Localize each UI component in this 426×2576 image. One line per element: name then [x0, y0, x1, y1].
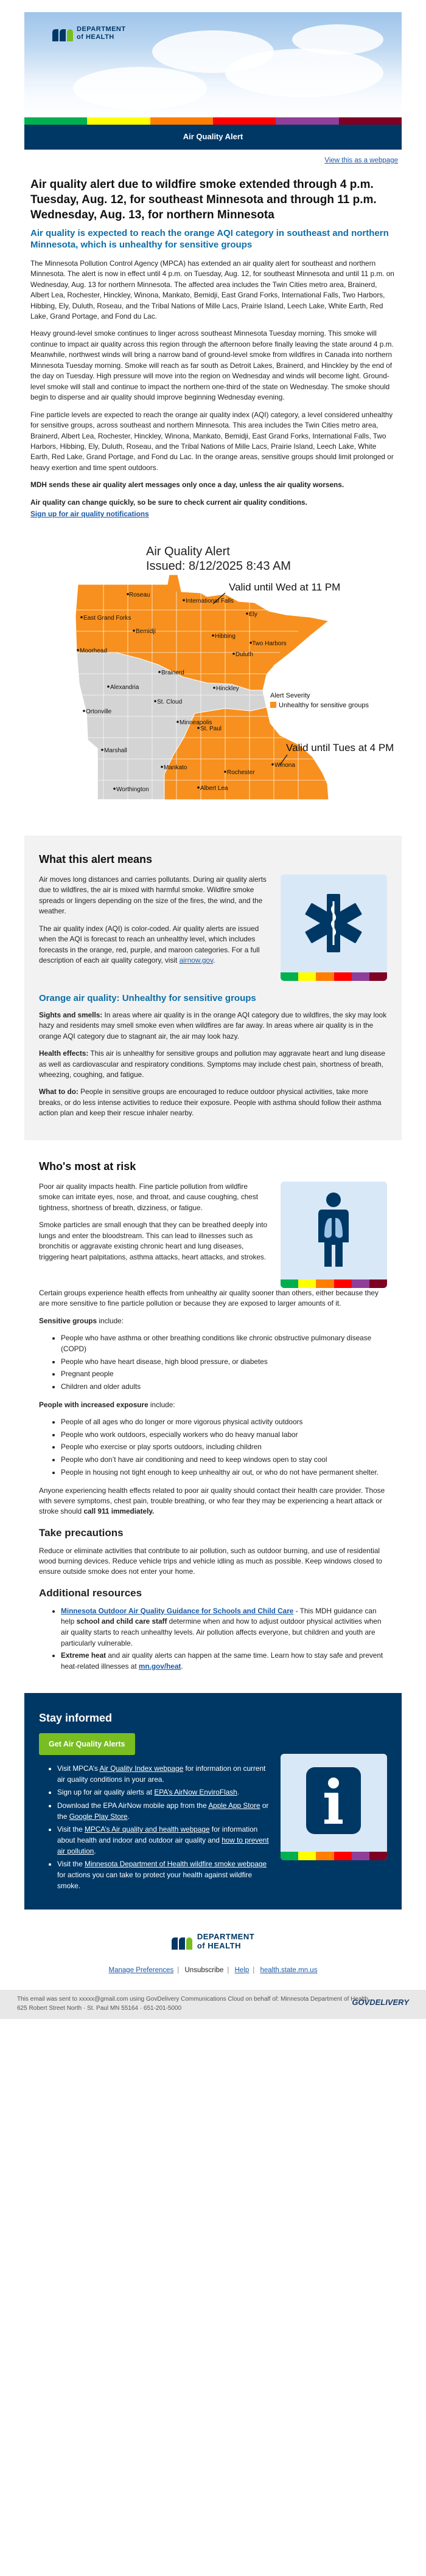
aqi-stripe-segment: [213, 117, 276, 125]
city-label: St. Cloud: [157, 698, 183, 705]
precautions-heading: Take precautions: [39, 1526, 124, 1539]
medical-star-card: [281, 874, 387, 981]
list-item: • Sign up for air quality alerts at EPA’s AirNow EnviroFlash.: [57, 1787, 270, 1798]
list-item: • People who don’t have air conditioning and need to keep windows open to stay cool: [61, 1455, 387, 1466]
enviroflash-link[interactable]: EPA’s AirNow EnviroFlash: [154, 1788, 237, 1797]
signup-link[interactable]: Sign up for air quality notifications: [30, 510, 149, 519]
city-label: St. Paul: [200, 725, 222, 732]
city-label: Hinckley: [216, 685, 239, 692]
risk-heading: Who's most at risk: [39, 1160, 136, 1172]
logo-line-2: of HEALTH: [77, 33, 114, 41]
alert-subtitle: Air quality is expected to reach the orange AQI category in southeast and northern Minnesota, which is unhealthy for sensitive groups: [30, 227, 389, 251]
wildfire-smoke-link[interactable]: Minnesota Department of Health wildfire smoke webpage: [85, 1860, 267, 1869]
aqi-card-stripe: [281, 1279, 387, 1288]
sensitive-groups-list: [61, 1333, 387, 1392]
alert-paragraph-5: Air quality can change quickly, so be sure to check current air quality conditions.: [30, 497, 307, 507]
aqi-card-stripe: [281, 972, 387, 981]
city-label: East Grand Forks: [83, 614, 131, 621]
resources-list: [61, 1606, 387, 1672]
health-site-link[interactable]: health.state.mn.us: [260, 1966, 318, 1974]
exposure-list: [61, 1417, 387, 1478]
footer-logo[interactable]: [172, 1933, 254, 1951]
city-label: Two Harbors: [252, 640, 287, 647]
city-label: Ortonville: [86, 708, 112, 715]
city-label: Winona: [274, 761, 295, 769]
city-label: Mankato: [164, 764, 187, 771]
sensitive-groups-label: Sensitive groups include:: [39, 1316, 124, 1325]
list-item: • People in housing not tight enough to keep unhealthy air out, or who do not have permanent shelter.: [61, 1467, 387, 1478]
sent-to-text: This email was sent to xxxxx@gmail.com using GovDelivery Communications Cloud on behalf of: Minnesota Department of Health: [17, 1996, 369, 2003]
heat-link[interactable]: mn.gov/heat: [138, 1661, 181, 1671]
mn-logo-icon: [52, 26, 73, 41]
list-item: • Visit the MPCA’s Air quality and health webpage for information about health and indoor and outdoor air quality and how to prevent air pollution.: [57, 1824, 270, 1857]
precautions-paragraph: Reduce or eliminate activities that contribute to air pollution, such as outdoor burning, and use of residential wood burning devices. Reduce vehicle trips and vehicle idling as much as possible. Keep windows closed to ensure outside smoke does not enter your home.: [39, 1546, 382, 1576]
list-item: • People who work outdoors, especially workers who do heavy manual labor: [61, 1430, 387, 1441]
map-title: Air Quality Alert: [146, 544, 230, 558]
city-label: International Falls: [186, 597, 234, 604]
list-item: • People who have asthma or other breathing conditions like chronic obstructive pulmonary disease (COPD): [61, 1333, 387, 1354]
list-item: • Pregnant people: [61, 1369, 387, 1380]
footer-links: Manage Preferences | Unsubscribe | Help | health.state.mn.us: [108, 1966, 318, 1974]
list-item: • Download the EPA AirNow mobile app from the Apple App Store or the Google Play Store.: [57, 1801, 270, 1822]
resources-heading: Additional resources: [39, 1587, 142, 1599]
stay-informed-list: [57, 1764, 270, 1892]
legend-swatch: [270, 702, 276, 708]
what-means-paragraph-2: The air quality index (AQI) is color-coded. Air quality alerts are issued when the AQI is forecast to reach an unhealthy level, which includes forecasts in the orange, red, purple, and maroon categories. For a full description of each air quality category, visit airnow.gov.: [39, 924, 260, 965]
footer: [24, 1909, 402, 1990]
risk-paragraph-2: Smoke particles are small enough that they can be breathed deeply into lungs and enter the bloodstream. This can lead to illnesses such as bronchitis or aggravate existing chronic heart and lung diseases, triggering heart palpitations, asthma attacks, heart attacks, and strokes.: [39, 1220, 268, 1261]
star-of-life-icon: [281, 874, 387, 972]
alert-paragraph-1: The Minnesota Pollution Control Agency (MPCA) has extended an air quality alert for southeast and northern Minnesota. The alert is now in effect until 4 p.m. on Tuesday, Aug. 12, for southeast Minnesota and until 11 p.m. on Wednesday, Aug. 13 for northern Minnesota. The affected area includes the Twin Cities metro area, Brainerd, Albert Lea, Rochester, Hinckley, Winona, Mankato, Bemidji, East Grand Forks, International Falls, Two Harbors, Hibbing, Ely, Duluth, Roseau, and the Tribal Nations of Mille Lacs, Prairie Island, Leech Lake, White Earth, Red Lake, Grand Portage, and Fond du Lac.: [30, 258, 394, 321]
list-item: • Minnesota Outdoor Air Quality Guidance for Schools and Child Care - This MDH guidance can help school and child care staff determine when and how to adjust outdoor physical activities when air quality starts to reach unhealthy levels. Air pollution affects everyone, but children and youth are particularly vulnerable.: [61, 1606, 387, 1649]
airnow-link[interactable]: airnow.gov: [179, 956, 214, 965]
govdelivery-logo[interactable]: GOVDELIVERY: [352, 1998, 409, 2007]
aqi-stripe-segment: [87, 117, 150, 125]
city-label: Roseau: [129, 591, 150, 598]
alert-title: Air quality alert due to wildfire smoke extended through 4 p.m. Tuesday, Aug. 12, for southeast Minnesota and through 11 p.m. Wednesday, Aug. 13, for northern Minnesota: [30, 178, 377, 221]
city-label: Ely: [249, 611, 257, 618]
list-item: • Extreme heat and air quality alerts can happen at the same time. Learn how to stay safe and prevent heat-related illnesses at mn.gov/heat.: [61, 1650, 387, 1672]
info-card: [281, 1754, 387, 1860]
aqi-stripe-segment: [276, 117, 338, 125]
prevent-pollution-link[interactable]: how to prevent air pollution: [57, 1836, 269, 1855]
mn-logo-icon: [172, 1934, 192, 1950]
map-issued: Issued: 8/12/2025 8:43 AM: [146, 559, 291, 573]
address-text: 625 Robert Street North · St. Paul MN 55164 · 651-201-5000: [17, 2004, 182, 2012]
city-label: Brainerd: [161, 669, 184, 676]
city-label: Moorhead: [80, 647, 108, 654]
todo-paragraph: What to do: People in sensitive groups are encouraged to reduce outdoor physical activities, take more breaks, or do less intense activities to reduce their exposure. People with asthma should follow their asthma action plan and keep their rescue inhaler nearby.: [39, 1087, 382, 1118]
logo-line-1: DEPARTMENT: [77, 26, 126, 33]
list-item: • Visit the Minnesota Department of Health wildfire smoke webpage for actions you can take to protect your health against wildfire smoke.: [57, 1859, 270, 1891]
get-alerts-button[interactable]: Get Air Quality Alerts: [39, 1733, 135, 1755]
footer-logo-line-1: DEPARTMENT: [197, 1932, 255, 1942]
city-label: Albert Lea: [200, 784, 228, 792]
list-item: • People who have heart disease, high blood pressure, or diabetes: [61, 1357, 387, 1368]
risk-section: [24, 1140, 402, 1686]
aqi-webpage-link[interactable]: Air Quality Index webpage: [99, 1764, 184, 1773]
valid-north-label: Valid until Wed at 11 PM: [229, 581, 341, 593]
view-webpage-link[interactable]: View this as a webpage: [324, 156, 398, 164]
risk-paragraph-1: Poor air quality impacts health. Fine particle pollution from wildfire smoke can irritate eyes, nose, and throat, and cause coughing, chest tightness, shortness of breath, dizziness, or fatigue.: [39, 1182, 259, 1212]
city-label: Alexandria: [110, 684, 139, 691]
orange-aqi-heading: Orange air quality: Unhealthy for sensitive groups: [39, 992, 256, 1003]
manage-preferences-link[interactable]: Manage Preferences: [108, 1966, 174, 1974]
alert-body: [24, 177, 402, 520]
alert-paragraph-3: Fine particle levels are expected to reach the orange air quality index (AQI) category, a level considered unhealthy for sensitive groups, across southeast and northern Minnesota. This area includes the Twin Cities metro area, Brainerd, Albert Lea, Rochester, Hinckley, Winona, Mankato, Bemidji, East Grand Forks, International Falls, Two Harbors, Hibbing, Ely, Duluth, Roseau, and the Tribal Nations of Mille Lacs, Prairie Island, Leech Lake, White Earth, Red Lake, Grand Portage, and Fond du Lac. In the orange areas, sensitive groups should limit prolonged or heavy exertion and time spent outdoors.: [30, 410, 394, 472]
risk-paragraph-3: Certain groups experience health effects from unhealthy air quality sooner than others, either because they are more sensitive to fine particle pollution or because they are exposed to larger amounts of it.: [39, 1288, 379, 1308]
city-label: Rochester: [227, 769, 255, 776]
legend-title: Alert Severity: [270, 691, 310, 699]
info-icon: [281, 1754, 387, 1852]
stay-informed-section: [24, 1693, 402, 1910]
city-label: Worthington: [116, 786, 149, 793]
city-label: Hibbing: [215, 632, 236, 640]
govdelivery-bar: [0, 1990, 426, 2019]
list-item: • Visit MPCA’s Air Quality Index webpage for information on current air quality conditions in your area.: [57, 1764, 270, 1785]
what-means-paragraph-1: Air moves long distances and carries pollutants. During air quality alerts due to wildfires, the air is mixed with harmful smoke. Wildfire smoke spreads or lingers depending on the size of the fires, the wind, and the weather.: [39, 874, 267, 916]
email-wrapper: [0, 12, 426, 2019]
unsubscribe-link[interactable]: Unsubscribe: [184, 1966, 224, 1974]
person-lungs-card: [281, 1182, 387, 1288]
mdh-logo[interactable]: [52, 26, 126, 41]
aqi-stripe-segment: [150, 117, 213, 125]
stay-informed-heading: Stay informed: [39, 1711, 113, 1724]
city-label: Bemidji: [136, 628, 156, 635]
google-play-link[interactable]: Google Play Store: [69, 1812, 128, 1821]
what-alert-means-section: [24, 836, 402, 1140]
footer-logo-line-2: of HEALTH: [197, 1941, 241, 1951]
list-item: • People who exercise or play sports outdoors, including children: [61, 1442, 387, 1453]
person-lungs-icon: [281, 1182, 387, 1279]
health-paragraph: Health effects: This air is unhealthy for sensitive groups and pollution may aggravate heart and lung disease as well as cardiovascular and respiratory conditions. Symptoms may include chest pain, shortness of breath, wheezing, coughing, and fatigue.: [39, 1049, 385, 1079]
valid-south-label: Valid until Tues at 4 PM: [286, 741, 394, 753]
apple-store-link[interactable]: Apple App Store: [208, 1801, 260, 1810]
mpca-health-link[interactable]: MPCA’s Air quality and health webpage: [85, 1825, 210, 1834]
schools-guidance-link[interactable]: Minnesota Outdoor Air Quality Guidance for Schools and Child Care: [61, 1606, 294, 1615]
alert-paragraph-2: Heavy ground-level smoke continues to linger across southeast Minnesota Tuesday morning. This smoke will continue to impact air quality across this region through the afternoon before finally leaving the state around 4 p.m. Meanwhile, northwest winds will bring a narrow band of ground-level smoke from wildfires in Canada into northern Minnesota Tuesday morning. Smoke will reach as far south as Detroit Lakes, Brainerd, and Hinckley by the end of the day on Tuesday. High pressure will move into the region on Wednesday and winds will become light. Ground-level smoke will stall and continue to impact the northern one-third of the state on Wednesday. The smoke should begin to disperse and air quality should improve beginning Wednesday evening.: [30, 329, 394, 402]
aqi-card-stripe: [281, 1852, 387, 1860]
alert-banner: Air Quality Alert: [24, 125, 402, 150]
city-label: Minneapolis: [180, 719, 212, 726]
aqi-stripe-segment: [339, 117, 402, 125]
risk-paragraph-4: Anyone experiencing health effects related to poor air quality should contact their health care provider. Those with severe symptoms, chest pain, trouble breathing, or who fear they may be experiencing a heart attack or stroke should call 911 immediately.: [39, 1486, 385, 1516]
city-label: Duluth: [236, 651, 253, 658]
alert-paragraph-4: MDH sends these air quality alert messages only once a day, unless the air quality worsens.: [30, 480, 344, 490]
aqi-stripe-segment: [24, 117, 87, 125]
aqi-color-stripe: [24, 117, 402, 125]
list-item: • People of all ages who do longer or more vigorous physical activity outdoors: [61, 1417, 387, 1428]
aqi-map: [24, 531, 402, 826]
help-link[interactable]: Help: [234, 1966, 250, 1974]
header-hero: [24, 12, 402, 125]
minnesota-map: [24, 531, 402, 823]
what-means-heading: What this alert means: [39, 853, 153, 865]
legend-item: Unhealthy for sensitive groups: [279, 701, 369, 709]
sights-paragraph: Sights and smells: In areas where air quality is in the orange AQI category due to wildfires, the sky may look hazy and residents may smell smoke even when wildfires are far away. In areas where air quality is in the orange AQI category due to stagnant air, the air may look hazy.: [39, 1010, 387, 1040]
city-label: Marshall: [104, 747, 127, 754]
list-item: • Children and older adults: [61, 1382, 387, 1393]
exposure-label: People with increased exposure include:: [39, 1400, 175, 1409]
